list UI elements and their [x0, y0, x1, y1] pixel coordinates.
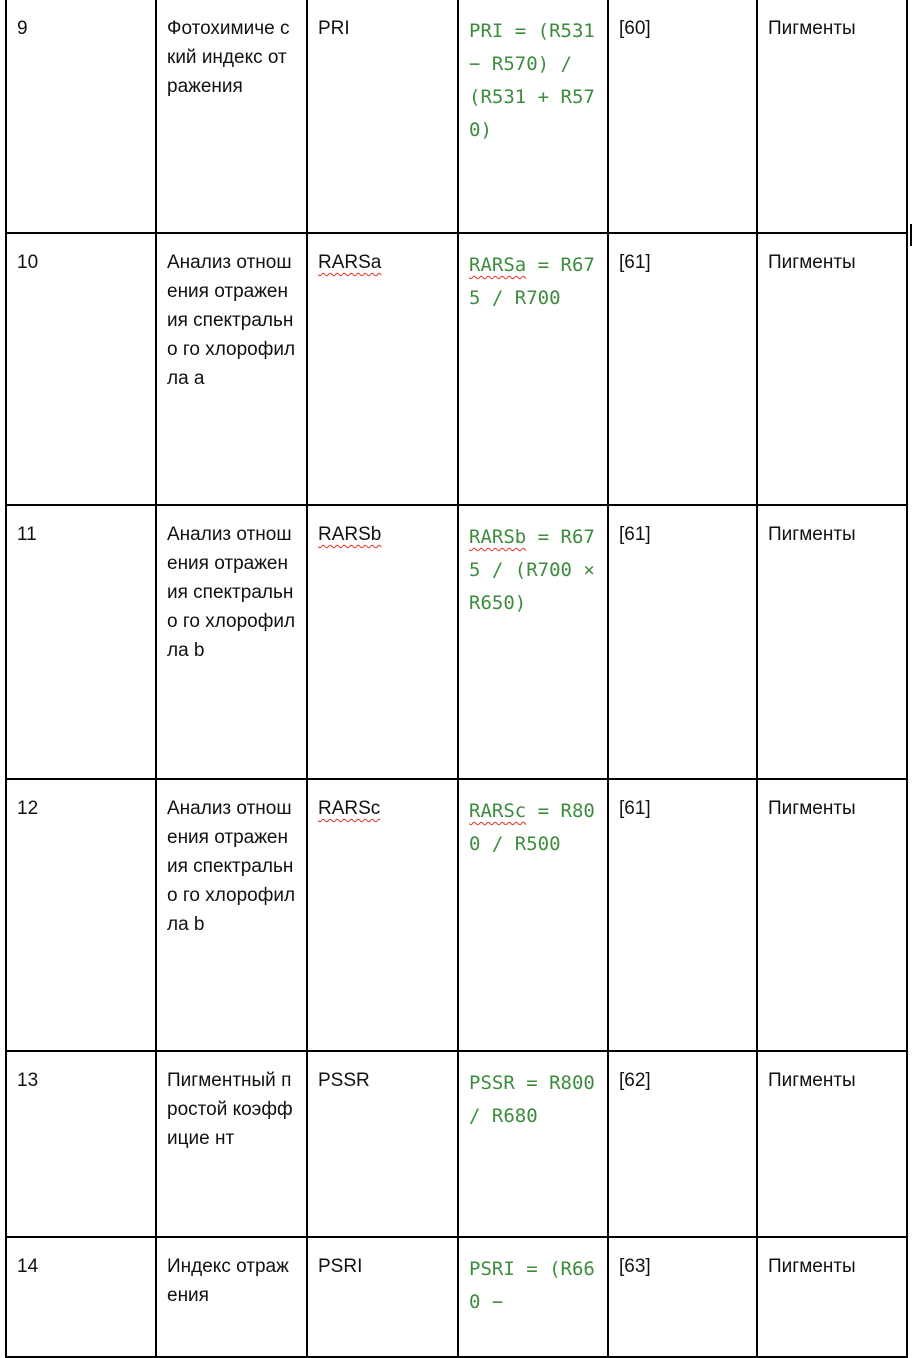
formula-text: [469, 794, 597, 861]
formula-head: PRI: [469, 20, 504, 42]
category-cell[interactable]: [757, 1051, 907, 1237]
formula-tail: = R675 / R700: [469, 254, 595, 309]
formula-cell[interactable]: [458, 0, 608, 233]
reference-cell-text: [62]: [619, 1070, 651, 1091]
reference-cell[interactable]: [608, 1237, 757, 1357]
reference-cell-text: [61]: [619, 798, 651, 819]
formula-text: [469, 1252, 597, 1319]
formula-cell[interactable]: [458, 233, 608, 505]
formula-head: RARSc: [469, 800, 527, 822]
row-number-cell-text: 12: [17, 798, 39, 819]
formula-head: PSRI: [469, 1258, 515, 1280]
category-cell-text: Пигменты: [768, 798, 856, 819]
index-name-cell[interactable]: [156, 779, 307, 1051]
category-cell-text: Пигменты: [768, 524, 856, 545]
indices-table: [5, 0, 908, 1358]
reference-cell-text: [60]: [619, 18, 651, 39]
table-row: [6, 505, 907, 779]
row-number-cell[interactable]: [6, 0, 156, 233]
abbreviation-cell[interactable]: [307, 779, 458, 1051]
index-name-cell[interactable]: [156, 233, 307, 505]
abbreviation-cell[interactable]: [307, 1051, 458, 1237]
formula-head: RARSb: [469, 526, 527, 548]
reference-cell-text: [61]: [619, 524, 651, 545]
row-number-cell-text: 11: [17, 524, 37, 545]
reference-cell[interactable]: [608, 505, 757, 779]
reference-cell[interactable]: [608, 233, 757, 505]
index-name-cell-text: Фотохимиче ский индекс отражения: [167, 18, 290, 97]
formula-head: RARSa: [469, 254, 527, 276]
category-cell-text: Пигменты: [768, 1256, 856, 1277]
category-cell[interactable]: [757, 1237, 907, 1357]
formula-tail: = R800 / R500: [469, 800, 595, 855]
row-number-cell[interactable]: [6, 1237, 156, 1357]
index-name-cell-text: Индекс отражения: [167, 1256, 289, 1306]
index-name-cell-text: Пигментный простой коэффицие нт: [167, 1070, 293, 1149]
index-name-cell-text: Анализ отношения отражения спектрально го хлорофилла b: [167, 798, 296, 935]
index-name-cell-text: Анализ отношения отражения спектрально го хлорофилла a: [167, 252, 296, 389]
formula-text: [469, 1066, 607, 1133]
category-cell-text: Пигменты: [768, 1070, 856, 1091]
abbreviation-cell[interactable]: [307, 1237, 458, 1357]
category-cell[interactable]: [757, 0, 907, 233]
reference-cell[interactable]: [608, 0, 757, 233]
abbreviation-cell-text: PSRI: [318, 1256, 363, 1277]
abbreviation-cell-text: PRI: [318, 18, 350, 39]
formula-head: PSSR: [469, 1072, 515, 1094]
abbreviation-cell[interactable]: [307, 505, 458, 779]
reference-cell[interactable]: [608, 779, 757, 1051]
abbreviation-cell-text: RARSa: [318, 252, 382, 273]
formula-tail: = R675 / (R700 × R650): [469, 526, 607, 614]
row-number-cell[interactable]: [6, 779, 156, 1051]
table-row: [6, 1051, 907, 1237]
row-number-cell-text: 9: [17, 18, 28, 39]
category-cell[interactable]: [757, 779, 907, 1051]
category-cell-text: Пигменты: [768, 252, 856, 273]
abbreviation-cell[interactable]: [307, 233, 458, 505]
row-number-cell[interactable]: [6, 233, 156, 505]
formula-text: [469, 520, 607, 620]
table-row: [6, 779, 907, 1051]
category-cell-text: Пигменты: [768, 18, 856, 39]
row-number-cell-text: 13: [17, 1070, 39, 1091]
formula-cell[interactable]: [458, 505, 608, 779]
category-cell[interactable]: [757, 233, 907, 505]
row-number-cell-text: 10: [17, 252, 39, 273]
table-body: [6, 0, 907, 1357]
index-name-cell[interactable]: [156, 0, 307, 233]
formula-tail: = (R660 −: [469, 1258, 595, 1313]
abbreviation-cell-text: RARSc: [318, 798, 381, 819]
index-name-cell-text: Анализ отношения отражения спектрально го хлорофилла b: [167, 524, 296, 661]
formula-cell[interactable]: [458, 1237, 608, 1357]
row-number-cell[interactable]: [6, 1051, 156, 1237]
row-number-cell-text: 14: [17, 1256, 39, 1277]
formula-text: [469, 14, 607, 147]
abbreviation-cell[interactable]: [307, 0, 458, 233]
row-number-cell[interactable]: [6, 505, 156, 779]
index-name-cell[interactable]: [156, 1237, 307, 1357]
reference-cell-text: [61]: [619, 252, 651, 273]
table-row: [6, 1237, 907, 1357]
formula-cell[interactable]: [458, 779, 608, 1051]
formula-text: [469, 248, 597, 315]
abbreviation-cell-text: PSSR: [318, 1070, 370, 1091]
category-cell[interactable]: [757, 505, 907, 779]
reference-cell[interactable]: [608, 1051, 757, 1237]
formula-cell[interactable]: [458, 1051, 608, 1237]
table-row: [6, 233, 907, 505]
formula-tail: = (R531 − R570) / (R531 + R570): [469, 20, 607, 141]
text-cursor: [910, 224, 912, 246]
reference-cell-text: [63]: [619, 1256, 651, 1277]
table-row: [6, 0, 907, 233]
index-name-cell[interactable]: [156, 1051, 307, 1237]
formula-tail: = R800 / R680: [469, 1072, 607, 1127]
index-name-cell[interactable]: [156, 505, 307, 779]
abbreviation-cell-text: RARSb: [318, 524, 382, 545]
